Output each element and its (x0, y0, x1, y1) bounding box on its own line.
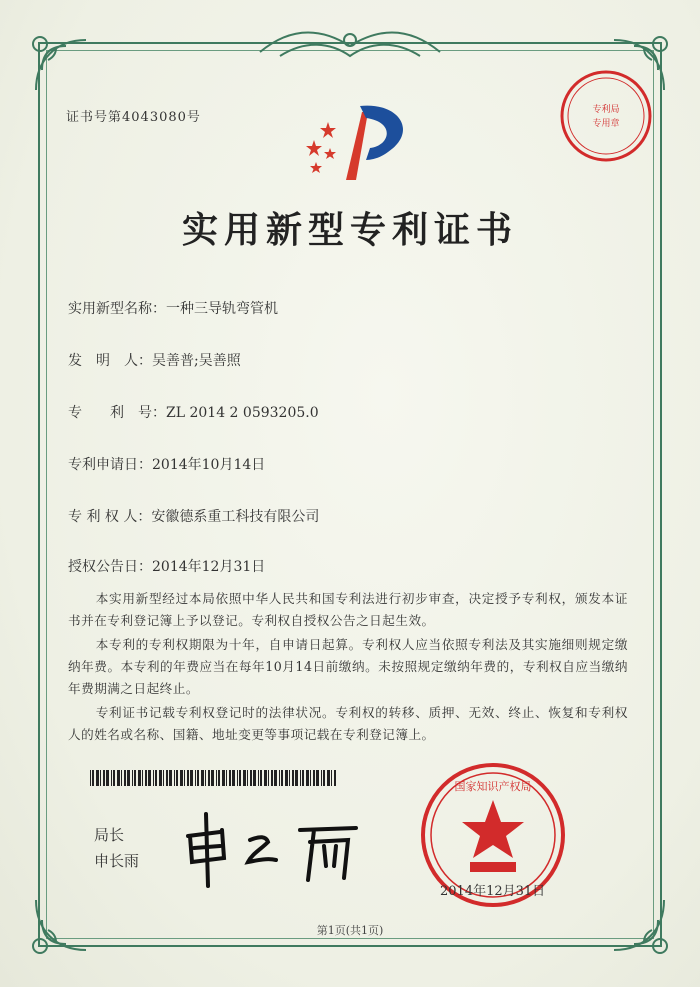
director-signature (180, 806, 370, 896)
svg-text:专用章: 专用章 (592, 119, 620, 129)
field-value: 2014年12月31日 (152, 559, 266, 575)
field-value: 2014年10月14日 (152, 457, 266, 473)
field-label: 授权公告日： (68, 559, 152, 575)
field-label: 专利申请日： (68, 457, 152, 473)
body-paragraph: 专利证书记载专利权登记时的法律状况。专利权的转移、质押、无效、终止、恢复和专利权人的姓名或名称、国籍、地址变更等事项记载在专利登记簿上。 (68, 705, 628, 742)
director-title: 局长 (94, 826, 125, 844)
field-label: 专 利 号： (68, 405, 166, 421)
patent-office-logo (300, 92, 420, 192)
field-label: 发 明 人： (68, 353, 152, 369)
corner-ornament (26, 30, 96, 100)
body-paragraph: 本专利的专利权期限为十年，自申请日起算。专利权人应当依照专利法及其实施细则规定缴纳年费。本专利的年费应当在每年10月14日前缴纳。未按照规定缴纳年费的，专利权自应当缴纳年费期满之日起终止。 (68, 637, 628, 696)
barcode (90, 770, 336, 786)
page-number: 第1页(共1页) (316, 924, 384, 937)
body-paragraph: 本实用新型经过本局依照中华人民共和国专利法进行初步审查，决定授予专利权，颁发本证书并在专利登记簿上予以登记。专利权自授权公告之日起生效。 (68, 591, 628, 628)
field-application-date (68, 454, 265, 474)
certificate-number: 证书号第4043080号 (66, 110, 201, 125)
field-patent-number (68, 402, 319, 422)
certificate-title: 实用新型专利证书 (181, 209, 518, 251)
field-patentee (68, 506, 319, 526)
field-label: 实用新型名称： (68, 301, 166, 317)
field-value: 安徽德系重工科技有限公司 (151, 509, 320, 525)
field-value: 一种三导轨弯管机 (166, 301, 278, 317)
field-value: ZL 2014 2 0593205.0 (166, 405, 319, 421)
field-grant-date (68, 556, 265, 576)
top-ornament (250, 22, 450, 70)
seal-date: 2014年12月31日 (440, 884, 546, 899)
certificate-body-text (68, 588, 628, 748)
field-utility-model-name (68, 298, 278, 318)
field-label: 专 利 权 人： (68, 509, 152, 525)
svg-text:国家知识产权局: 国家知识产权局 (454, 780, 532, 793)
field-value: 吴善普;吴善照 (152, 353, 241, 369)
field-inventor (68, 350, 241, 370)
special-seal-stamp (556, 66, 656, 166)
director-name: 申长雨 (94, 852, 140, 870)
svg-text:专利局: 专利局 (592, 105, 620, 115)
